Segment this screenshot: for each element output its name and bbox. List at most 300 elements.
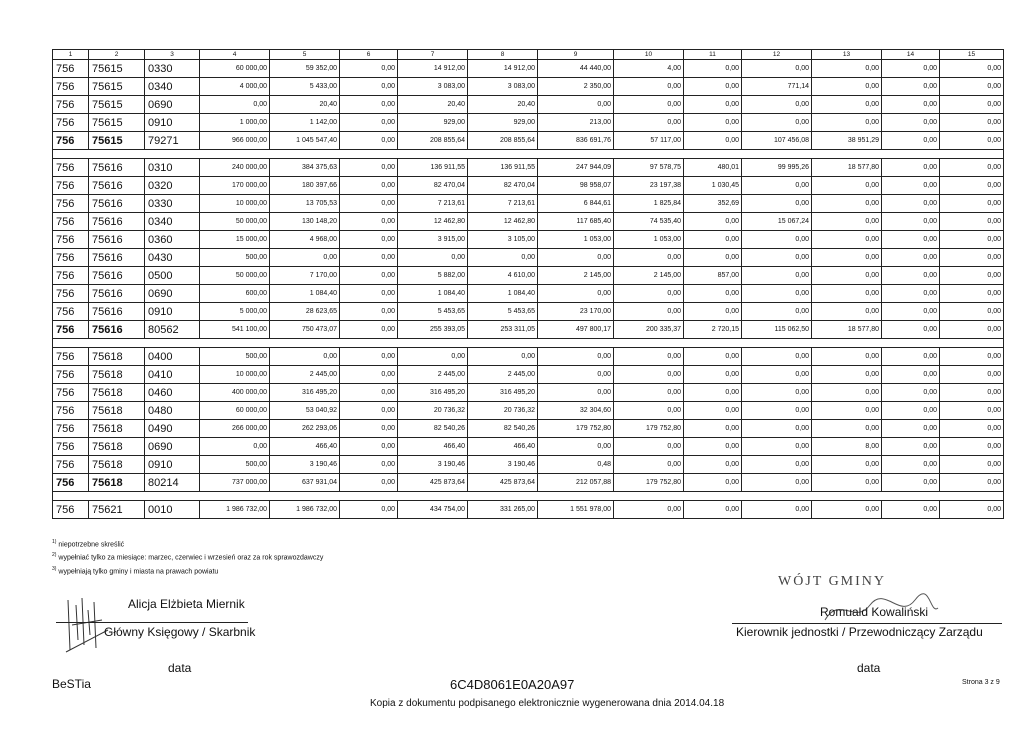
table-cell: 0310 [145,159,200,177]
table-cell: 0,00 [340,348,398,366]
table-cell: 0,00 [882,114,940,132]
table-cell: 75618 [89,402,145,420]
table-cell: 497 800,17 [538,321,614,339]
table-cell: 5 453,65 [398,303,468,321]
table-cell: 179 752,80 [538,420,614,438]
table-cell: 0,00 [940,132,1004,150]
table-cell: 0690 [145,96,200,114]
column-header-cell: 10 [614,50,684,60]
table-cell: 3 190,46 [398,456,468,474]
table-cell: 0,00 [812,366,882,384]
table-cell: 0,00 [812,96,882,114]
table-cell: 170 000,00 [200,177,270,195]
table-cell: 756 [53,213,89,231]
table-cell: 240 000,00 [200,159,270,177]
table-cell: 756 [53,303,89,321]
table-cell: 0,00 [684,285,742,303]
table-row [53,285,1004,303]
table-cell: 0,00 [614,402,684,420]
table-cell: 75616 [89,303,145,321]
table-cell: 0,00 [940,114,1004,132]
column-header-cell: 12 [742,50,812,60]
table-cell: 0,00 [340,177,398,195]
table-cell: 4 610,00 [468,267,538,285]
table-cell: 12 462,80 [398,213,468,231]
table-cell: 0,00 [614,249,684,267]
table-cell: 0,00 [940,159,1004,177]
table-cell: 75616 [89,321,145,339]
table-cell: 0,00 [882,420,940,438]
table-cell: 23 197,38 [614,177,684,195]
table-cell: 0,00 [468,348,538,366]
table-cell: 0,00 [684,384,742,402]
table-cell: 480,01 [684,159,742,177]
table-cell: 466,40 [398,438,468,456]
table-cell: 0,00 [614,78,684,96]
document-id: 6C4D8061E0A20A97 [450,677,575,692]
table-cell: 541 100,00 [200,321,270,339]
table-body [53,50,1004,519]
table-cell: 0,00 [742,96,812,114]
table-cell: 3 915,00 [398,231,468,249]
table-cell: 0,00 [340,114,398,132]
table-cell: 0400 [145,348,200,366]
table-cell: 0,00 [940,348,1004,366]
table-row [53,384,1004,402]
table-cell: 75615 [89,60,145,78]
column-header-cell: 4 [200,50,270,60]
table-cell: 316 495,20 [270,384,340,402]
table-cell: 434 754,00 [398,501,468,519]
table-cell: 0,00 [684,249,742,267]
table-cell: 0,00 [614,348,684,366]
table-cell: 0,00 [340,474,398,492]
column-header-cell: 15 [940,50,1004,60]
table-cell: 0,00 [742,438,812,456]
table-cell: 0,00 [812,384,882,402]
table-cell: 0,00 [882,366,940,384]
table-row [53,420,1004,438]
table-cell: 0,00 [812,78,882,96]
table-cell: 0,00 [812,456,882,474]
table-cell: 0,00 [940,438,1004,456]
table-cell: 28 623,65 [270,303,340,321]
table-cell: 15 067,24 [742,213,812,231]
table-cell: 80214 [145,474,200,492]
table-cell: 756 [53,159,89,177]
table-cell: 75616 [89,159,145,177]
table-cell: 0,00 [940,267,1004,285]
table-cell: 0,00 [940,384,1004,402]
table-cell: 75616 [89,195,145,213]
table-cell: 0,00 [882,267,940,285]
table-cell: 18 577,80 [812,321,882,339]
subtotal-row [53,132,1004,150]
table-cell: 0,00 [614,456,684,474]
table-cell: 756 [53,60,89,78]
table-cell: 180 397,66 [270,177,340,195]
table-cell: 32 304,60 [538,402,614,420]
table-cell: 50 000,00 [200,267,270,285]
table-cell: 0,00 [538,96,614,114]
table-cell: 2 445,00 [468,366,538,384]
table-cell: 253 311,05 [468,321,538,339]
table-cell: 0,00 [614,438,684,456]
table-cell: 0410 [145,366,200,384]
table-cell: 0,00 [538,366,614,384]
table-cell: 20,40 [270,96,340,114]
table-cell: 0490 [145,420,200,438]
table-row [53,303,1004,321]
table-cell: 0,00 [742,303,812,321]
table-cell: 0,00 [684,438,742,456]
table-cell: 0,00 [882,501,940,519]
table-cell: 756 [53,231,89,249]
table-cell: 0,00 [340,366,398,384]
table-cell: 0,00 [742,285,812,303]
table-cell: 0,00 [340,285,398,303]
table-cell: 0,00 [684,501,742,519]
table-cell: 0,00 [742,366,812,384]
table-cell: 756 [53,348,89,366]
table-cell: 20 736,32 [468,402,538,420]
table-cell: 0,00 [742,60,812,78]
table-cell: 136 911,55 [398,159,468,177]
table-cell: 500,00 [200,348,270,366]
table-cell: 1 986 732,00 [200,501,270,519]
right-signer-name: Romuald Kowaliński [820,605,929,619]
table-cell: 0,00 [812,249,882,267]
table-cell: 0,00 [882,285,940,303]
table-cell: 1 000,00 [200,114,270,132]
table-cell: 0330 [145,195,200,213]
table-cell: 208 855,64 [468,132,538,150]
table-cell: 18 577,80 [812,159,882,177]
table-cell: 0,00 [940,60,1004,78]
table-cell: 0,00 [684,60,742,78]
table-cell: 75616 [89,249,145,267]
table-cell: 0,00 [684,420,742,438]
table-cell: 750 473,07 [270,321,340,339]
table-cell: 75618 [89,456,145,474]
table-cell: 5 453,65 [468,303,538,321]
table-cell: 60 000,00 [200,402,270,420]
table-cell: 2 445,00 [270,366,340,384]
table-cell: 466,40 [270,438,340,456]
table-cell: 0,00 [882,456,940,474]
table-cell: 1 551 978,00 [538,501,614,519]
table-cell: 0,00 [940,420,1004,438]
spacer-cell [53,339,1004,348]
table-cell: 0,00 [882,402,940,420]
table-cell: 0,00 [684,474,742,492]
table-cell: 0,00 [398,249,468,267]
table-cell: 44 440,00 [538,60,614,78]
table-cell: 0,00 [812,348,882,366]
table-cell: 0,00 [812,213,882,231]
table-cell: 82 540,26 [398,420,468,438]
table-cell: 425 873,64 [468,474,538,492]
table-cell: 0,00 [940,231,1004,249]
table-cell: 0,00 [812,474,882,492]
table-cell: 857,00 [684,267,742,285]
table-cell: 0,00 [812,420,882,438]
table-cell: 2 145,00 [614,267,684,285]
table-cell: 0,00 [882,213,940,231]
table-cell: 0,00 [684,78,742,96]
table-cell: 756 [53,456,89,474]
table-cell: 179 752,80 [614,474,684,492]
table-cell: 756 [53,384,89,402]
table-cell: 0,00 [940,195,1004,213]
table-cell: 0,00 [742,501,812,519]
table-cell: 7 213,61 [468,195,538,213]
table-cell: 0,00 [684,114,742,132]
table-cell: 0,00 [882,321,940,339]
table-cell: 5 000,00 [200,303,270,321]
table-cell: 756 [53,285,89,303]
table-cell: 3 105,00 [468,231,538,249]
column-header-cell: 7 [398,50,468,60]
table-row [53,348,1004,366]
table-cell: 0330 [145,60,200,78]
spacer-cell [53,150,1004,159]
table-cell: 0,00 [940,474,1004,492]
table-cell: 0,00 [684,402,742,420]
table-cell: 0,00 [940,456,1004,474]
column-header-cell: 1 [53,50,89,60]
table-cell: 0,00 [614,303,684,321]
table-cell: 0,00 [340,96,398,114]
table-cell: 4,00 [614,60,684,78]
table-cell: 4 000,00 [200,78,270,96]
table-row [53,78,1004,96]
table-cell: 966 000,00 [200,132,270,150]
table-cell: 0,00 [882,195,940,213]
table-cell: 99 995,26 [742,159,812,177]
table-cell: 38 951,29 [812,132,882,150]
right-date-label: data [857,661,881,675]
table-cell: 75618 [89,348,145,366]
table-cell: 756 [53,249,89,267]
table-cell: 0,00 [742,249,812,267]
table-cell: 0,00 [882,384,940,402]
table-cell: 75618 [89,366,145,384]
table-cell: 0,00 [614,501,684,519]
table-cell: 98 958,07 [538,177,614,195]
table-cell: 0,00 [882,177,940,195]
table-cell: 2 720,15 [684,321,742,339]
column-header-cell: 5 [270,50,340,60]
table-cell: 179 752,80 [614,420,684,438]
table-cell: 0480 [145,402,200,420]
table-cell: 23 170,00 [538,303,614,321]
table-cell: 213,00 [538,114,614,132]
table-cell: 0460 [145,384,200,402]
table-cell: 0,00 [538,348,614,366]
table-cell: 756 [53,267,89,285]
table-cell: 0430 [145,249,200,267]
table-cell: 75618 [89,438,145,456]
table-cell: 75618 [89,384,145,402]
table-row [53,159,1004,177]
table-cell: 756 [53,321,89,339]
footnote-1: $^{1)}$ niepotrzebne skreślić [52,539,125,549]
spacer-cell [53,492,1004,501]
table-cell: 316 495,20 [398,384,468,402]
table-cell: 75616 [89,231,145,249]
table-cell: 400 000,00 [200,384,270,402]
table-cell: 756 [53,96,89,114]
table-cell: 0,00 [614,96,684,114]
table-cell: 8,00 [812,438,882,456]
table-cell: 352,69 [684,195,742,213]
table-cell: 756 [53,438,89,456]
table-row [53,366,1004,384]
table-cell: 771,14 [742,78,812,96]
table-cell: 10 000,00 [200,195,270,213]
table-cell: 1 825,84 [614,195,684,213]
table-cell: 4 968,00 [270,231,340,249]
table-cell: 0,00 [882,96,940,114]
table-cell: 82 470,04 [468,177,538,195]
table-cell: 331 265,00 [468,501,538,519]
table-cell: 0,00 [742,177,812,195]
table-cell: 1 053,00 [538,231,614,249]
table-cell: 262 293,06 [270,420,340,438]
table-cell: 0,00 [882,438,940,456]
table-cell: 59 352,00 [270,60,340,78]
table-cell: 0,00 [812,501,882,519]
table-cell: 75615 [89,132,145,150]
table-cell: 0,00 [684,231,742,249]
table-cell: 0,00 [940,177,1004,195]
table-cell: 425 873,64 [398,474,468,492]
table-cell: 0,00 [538,249,614,267]
table-cell: 208 855,64 [398,132,468,150]
table-cell: 0690 [145,285,200,303]
table-cell: 200 335,37 [614,321,684,339]
table-cell: 600,00 [200,285,270,303]
table-cell: 74 535,40 [614,213,684,231]
table-cell: 14 912,00 [468,60,538,78]
table-cell: 0,00 [340,78,398,96]
table-cell: 82 470,04 [398,177,468,195]
table-cell: 0010 [145,501,200,519]
table-cell: 0,00 [742,267,812,285]
column-header-cell: 2 [89,50,145,60]
table-cell: 3 083,00 [468,78,538,96]
table-cell: 5 433,00 [270,78,340,96]
table-cell: 15 000,00 [200,231,270,249]
table-cell: 0,00 [340,231,398,249]
table-cell: 7 170,00 [270,267,340,285]
table-cell: 316 495,20 [468,384,538,402]
table-cell: 0,00 [882,249,940,267]
table-cell: 637 931,04 [270,474,340,492]
column-header-cell: 14 [882,50,940,60]
table-cell: 0910 [145,303,200,321]
table-cell: 0,00 [270,249,340,267]
table-row [53,438,1004,456]
table-cell: 0,00 [538,285,614,303]
table-cell: 0,00 [812,195,882,213]
table-cell: 0,00 [614,366,684,384]
table-row [53,177,1004,195]
table-cell: 500,00 [200,456,270,474]
table-cell: 12 462,80 [468,213,538,231]
table-cell: 0,00 [340,249,398,267]
footnote-3: $^{3)}$ wypełniają tylko gminy i miasta na prawach powiatu [52,565,219,575]
table-cell: 756 [53,420,89,438]
table-cell: 0,00 [940,249,1004,267]
table-cell: 5 882,00 [398,267,468,285]
table-cell: 75616 [89,177,145,195]
subtotal-row [53,474,1004,492]
table-cell: 0,00 [684,303,742,321]
table-cell: 0690 [145,438,200,456]
table-cell: 0,00 [614,384,684,402]
table-cell: 0320 [145,177,200,195]
footnotes [52,537,323,577]
table-cell: 0,00 [614,114,684,132]
table-cell: 0,00 [940,366,1004,384]
table-cell: 1 084,40 [398,285,468,303]
table-cell: 0,00 [812,303,882,321]
table-row [53,231,1004,249]
table-cell: 0,00 [684,213,742,231]
table-cell: 0360 [145,231,200,249]
table-cell: 0,00 [538,384,614,402]
table-cell: 0,00 [940,213,1004,231]
table-cell: 0,00 [812,402,882,420]
table-cell: 0,00 [940,321,1004,339]
column-header-cell: 8 [468,50,538,60]
table-cell: 1 045 547,40 [270,132,340,150]
table-cell: 266 000,00 [200,420,270,438]
subtotal-row [53,321,1004,339]
table-row [53,456,1004,474]
table-cell: 1 053,00 [614,231,684,249]
official-stamp: WÓJT GMINY [778,574,887,589]
table-cell: 0,00 [340,60,398,78]
table-cell: 255 393,05 [398,321,468,339]
table-cell: 82 540,26 [468,420,538,438]
table-cell: 20,40 [468,96,538,114]
table-cell: 0,00 [940,501,1004,519]
table-cell: 0910 [145,114,200,132]
table-cell: 79271 [145,132,200,150]
table-cell: 1 030,45 [684,177,742,195]
table-row [53,249,1004,267]
table-cell: 0,00 [742,348,812,366]
table-cell: 0,00 [340,384,398,402]
section-spacer [53,492,1004,501]
section-spacer [53,150,1004,159]
table-cell: 0,00 [340,195,398,213]
copy-note: Kopia z dokumentu podpisanego elektronicznie wygenerowana dnia 2014.04.18 [370,698,725,709]
table-cell: 929,00 [398,114,468,132]
table-cell: 3 083,00 [398,78,468,96]
table-cell: 0,00 [882,303,940,321]
table-cell: 2 350,00 [538,78,614,96]
table-cell: 0500 [145,267,200,285]
table-cell: 0,00 [340,213,398,231]
table-cell: 75615 [89,78,145,96]
table-cell: 0,00 [882,231,940,249]
table-cell: 0,00 [340,321,398,339]
table-cell: 0,00 [398,348,468,366]
